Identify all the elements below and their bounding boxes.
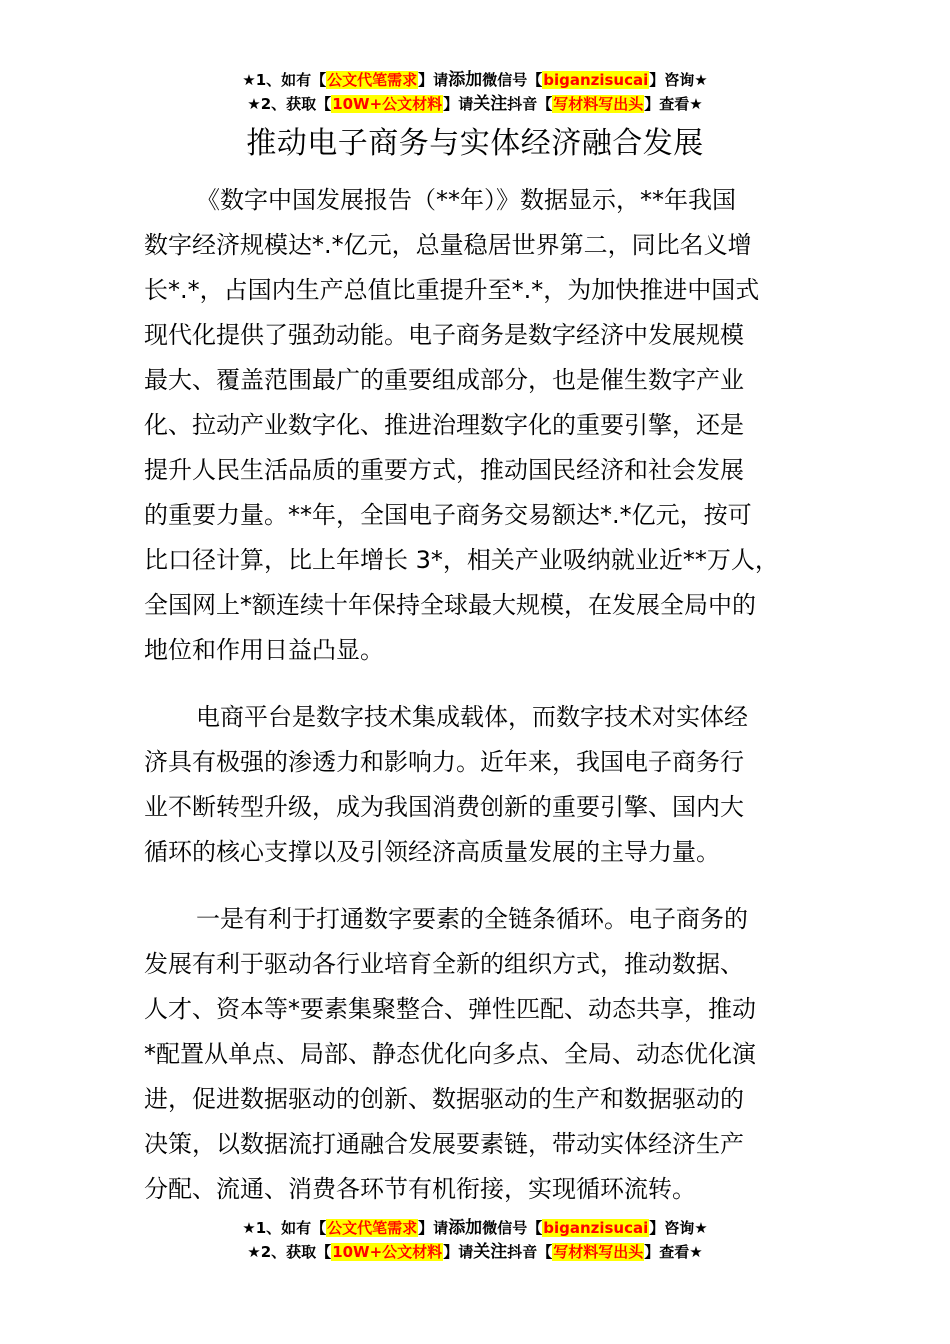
- footer-banner: [0, 1216, 950, 1264]
- highlight-materials: 10W+公文材料: [332, 95, 443, 113]
- document-title: 推动电子商务与实体经济融合发展: [246, 126, 704, 161]
- highlight-douyin-account: 写材料写出头: [553, 95, 644, 113]
- text-line: 进，促进数据驱动的创新、数据驱动的生产和数据驱动的: [144, 1085, 744, 1113]
- banner-emphasis: 添加: [448, 1218, 483, 1238]
- banner-emphasis: 关注: [473, 1242, 508, 1262]
- text-line: 济具有极强的渗透力和影响力。近年来，我国电子商务行: [144, 748, 744, 776]
- paragraph-3: [144, 897, 810, 1212]
- banner-emphasis: 关注: [473, 94, 508, 114]
- text-line: 人才、资本等*要素集聚整合、弹性匹配、动态共享，推动: [144, 995, 756, 1023]
- text-line: 最大、覆盖范围最广的重要组成部分，也是催生数字产业: [144, 366, 744, 394]
- text-line: 业不断转型升级，成为我国消费创新的重要引擎、国内大: [144, 793, 744, 821]
- banner-text: 】查看★: [644, 95, 703, 113]
- text-line: 发展有利于驱动各行业培育全新的组织方式，推动数据、: [144, 950, 744, 978]
- banner-text: 】请: [443, 1243, 474, 1261]
- text-line: 现代化提供了强劲动能。电子商务是数字经济中发展规模: [144, 321, 744, 349]
- highlight-materials: 10W+公文材料: [332, 1243, 443, 1261]
- text-line: 化、拉动产业数字化、推进治理数字化的重要引擎，还是: [144, 411, 744, 439]
- text-line: 全国网上*额连续十年保持全球最大规模，在发展全局中的: [144, 591, 756, 619]
- text-line: 长*.*，占国内生产总值比重提升至*.*，为加快推进中国式: [144, 276, 760, 304]
- banner-text: ★2、获取【: [247, 1243, 332, 1261]
- highlight-service: 公文代笔需求: [327, 71, 418, 89]
- banner-text: ★2、获取【: [247, 95, 332, 113]
- banner-line-2: [0, 1240, 950, 1264]
- banner-text: ★1、如有【: [242, 1219, 327, 1237]
- highlight-wechat-id: biganzisucai: [543, 1219, 649, 1237]
- text-line: *配置从单点、局部、静态优化向多点、全局、动态优化演: [144, 1040, 756, 1068]
- text-line: 地位和作用日益凸显。: [144, 636, 384, 664]
- banner-line-2: [0, 92, 950, 116]
- highlight-douyin-account: 写材料写出头: [553, 1243, 644, 1261]
- paragraph-1: [144, 178, 810, 673]
- banner-text: 】咨询★: [649, 71, 708, 89]
- banner-line-1: [0, 1216, 950, 1240]
- paragraph-2: [144, 695, 810, 875]
- banner-line-1: [0, 68, 950, 92]
- banner-text: 】请: [418, 71, 449, 89]
- text-line: 提升人民生活品质的重要方式，推动国民经济和社会发展: [144, 456, 744, 484]
- banner-text: 抖音【: [507, 1243, 553, 1261]
- banner-emphasis: 添加: [448, 70, 483, 90]
- banner-text: 抖音【: [507, 95, 553, 113]
- banner-text: 微信号【: [482, 71, 543, 89]
- text-line: 决策，以数据流打通融合发展要素链，带动实体经济生产: [144, 1130, 744, 1158]
- banner-text: 】请: [443, 95, 474, 113]
- text-line: 电商平台是数字技术集成载体，而数字技术对实体经: [196, 703, 748, 731]
- document-body: [144, 178, 810, 1234]
- text-line: 循环的核心支撑以及引领经济高质量发展的主导力量。: [144, 838, 720, 866]
- banner-text: 微信号【: [482, 1219, 543, 1237]
- banner-text: ★1、如有【: [242, 71, 327, 89]
- text-line: 分配、流通、消费各环节有机衔接，实现循环流转。: [144, 1175, 696, 1203]
- text-line: 数字经济规模达*.*亿元，总量稳居世界第二，同比名义增: [144, 231, 752, 259]
- banner-text: 】查看★: [644, 1243, 703, 1261]
- text-line: 《数字中国发展报告（**年）》数据显示，**年我国: [196, 186, 736, 214]
- highlight-service: 公文代笔需求: [327, 1219, 418, 1237]
- header-banner: [0, 68, 950, 116]
- highlight-wechat-id: biganzisucai: [543, 71, 649, 89]
- text-line: 比口径计算，比上年增长 3*，相关产业吸纳就业近**万人，: [144, 546, 779, 574]
- text-line: 的重要力量。**年，全国电子商务交易额达*.*亿元，按可: [144, 501, 752, 529]
- banner-text: 】请: [418, 1219, 449, 1237]
- text-line: 一是有利于打通数字要素的全链条循环。电子商务的: [196, 905, 748, 933]
- banner-text: 】咨询★: [649, 1219, 708, 1237]
